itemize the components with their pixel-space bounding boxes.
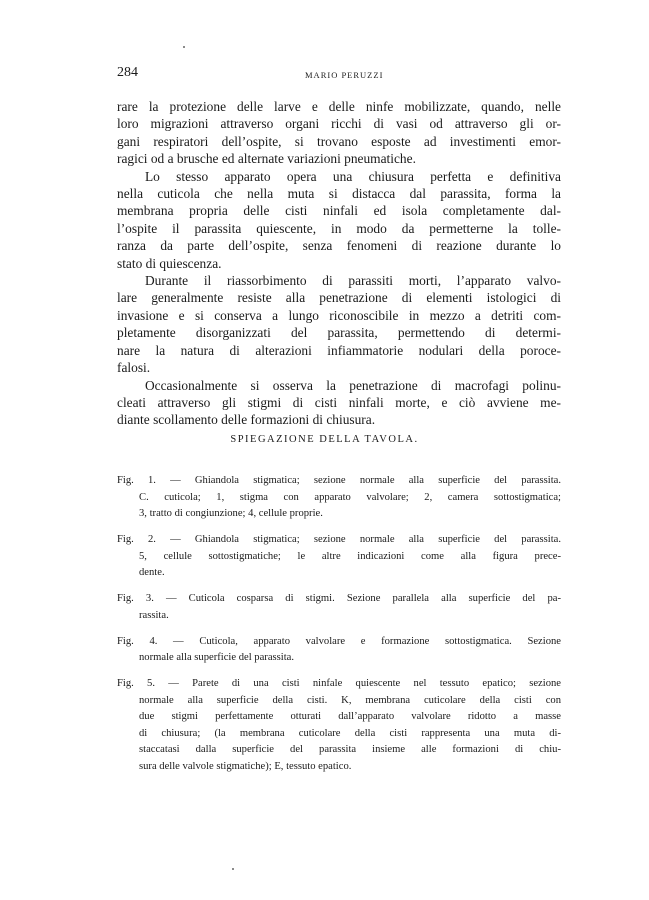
text-line: membrana propria delle cisti ninfali ed isola completamente dal- bbox=[117, 203, 561, 219]
caption-line: normale alla superficie del parassita. bbox=[139, 652, 295, 663]
text-line: Occasionalmente si osserva la penetrazione di macrofagi polinu- bbox=[145, 377, 561, 393]
text-line: l’ospite il parassita quiescente, in modo da permetterne la tolle- bbox=[117, 220, 561, 236]
text-line: Durante il riassorbimento di parassiti morti, l’apparato valvo- bbox=[145, 273, 561, 289]
caption-line: Fig. 2. — Ghiandola stigmatica; sezione normale alla superficie del parassita. bbox=[117, 534, 561, 545]
text-line: gani respiratori dell’ospite, si trovano esposte ad investimenti emor- bbox=[117, 133, 561, 149]
text-line: nare la natura di alterazioni infiammatorie nodulari della porocе- bbox=[117, 342, 561, 358]
text-line: rare la protezione delle larve e delle ninfe mobilizzate, quando, nelle bbox=[117, 99, 561, 114]
section-title: SPIEGAZIONE DELLA TAVOLA. bbox=[230, 434, 419, 445]
text-line: invasione e si conserva a lungo riconoscibile in mezzo a detriti com- bbox=[117, 307, 561, 323]
caption-line: rassita. bbox=[139, 609, 169, 621]
text-line: stato di quiescenza. bbox=[117, 255, 222, 271]
caption-line: 3, tratto di congiunzione; 4, cellule proprie. bbox=[139, 508, 323, 519]
text-line: ranza da parte dell’ospite, senza fenomeni di reazione durante lo bbox=[117, 238, 561, 254]
caption-line: Fig. 3. — Cuticola cosparsa di stigmi. Sezione parallela alla superficie del pa- bbox=[117, 593, 561, 604]
caption-line: 5, cellule sottostigmatiche; le altre indicazioni come alla figura prece- bbox=[139, 550, 561, 562]
paragraph bbox=[117, 168, 561, 272]
paragraph bbox=[117, 98, 561, 168]
caption-line: di chiusura; (la membrana cuticolare della cisti rappresenta una muta di- bbox=[139, 727, 561, 739]
caption-line: due stigmi perfettamente otturati dall’apparato valvolare ridotto a masse bbox=[139, 711, 561, 722]
caption-line: staccatasi dalla superficie del parassita insieme alle formazioni di chiu- bbox=[139, 744, 561, 755]
paragraph bbox=[117, 377, 561, 429]
text-line: Lo stesso apparato opera una chiusura perfetta e definitiva bbox=[145, 168, 561, 184]
scan-speck bbox=[183, 46, 185, 48]
figure-captions bbox=[117, 473, 561, 785]
figure-caption bbox=[117, 473, 561, 523]
text-line: loro migrazioni attraverso organi ricchi di vasi od attraverso gli or- bbox=[117, 116, 561, 132]
caption-line: C. cuticola; 1, stigma con apparato valvolare; 2, camera sottostigmatica; bbox=[139, 491, 561, 503]
text-line: diante scollamento delle formazioni di chiusura. bbox=[117, 412, 376, 428]
caption-line: Fig. 1. — Ghiandola stigmatica; sezione normale alla superficie del parassita. bbox=[117, 475, 561, 486]
figure-caption bbox=[117, 634, 561, 667]
text-line: lare generalmente resiste alla penetrazione di elementi istologici di bbox=[117, 290, 561, 306]
text-line: ragici od a brusche ed alternate variazioni pneumatiche. bbox=[117, 151, 416, 167]
page-number: 284 bbox=[117, 65, 138, 80]
caption-line: dente. bbox=[139, 567, 165, 578]
paragraph bbox=[117, 272, 561, 376]
caption-line: Fig. 5. — Parete di una cisti ninfale quiescente nel tessuto epatico; sezione bbox=[117, 678, 561, 689]
body-text bbox=[117, 98, 561, 429]
text-line: nella cuticola che nella muta si distacca dal parassita, forma la bbox=[117, 186, 561, 202]
text-line: falosi. bbox=[117, 360, 151, 376]
caption-line: sura delle valvole stigmatiche); E, tessuto epatico. bbox=[139, 760, 352, 772]
text-line: pletamente disorganizzati del parassita, permettendo di determi- bbox=[117, 325, 561, 341]
running-head: MARIO PERUZZI bbox=[305, 70, 384, 80]
figure-caption bbox=[117, 676, 561, 775]
text-line: cleati attraverso gli stigmi di cisti ninfali morte, e ciò avviene me- bbox=[117, 394, 561, 410]
caption-line: Fig. 4. — Cuticola, apparato valvolare e formazione sottostigmatica. Sezione bbox=[117, 635, 561, 647]
figure-caption bbox=[117, 591, 561, 624]
caption-line: normale alla superficie della cisti. K, membrana cuticolare della cisti con bbox=[139, 694, 561, 706]
figure-caption bbox=[117, 532, 561, 582]
scan-speck bbox=[232, 868, 234, 870]
